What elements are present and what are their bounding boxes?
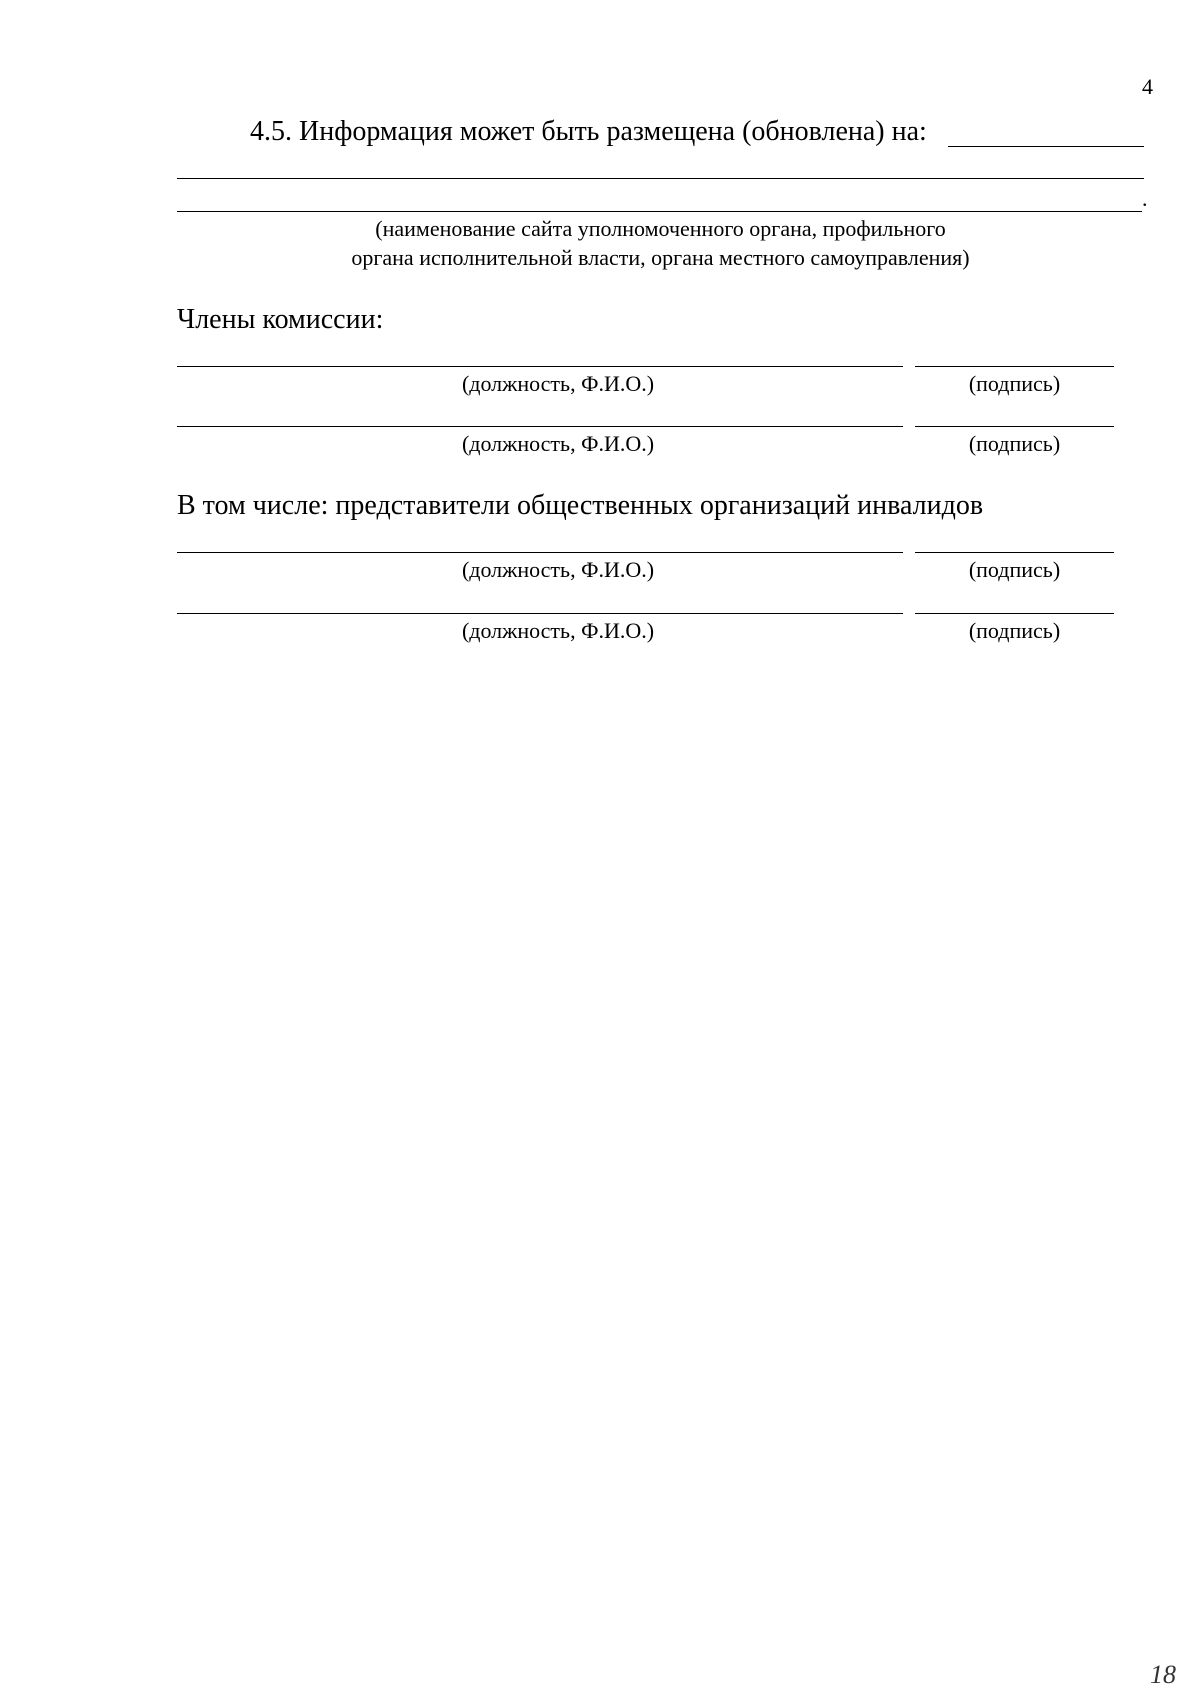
position-caption: (должность, Ф.И.О.) [461, 431, 655, 456]
signature-blank-line [915, 552, 1114, 553]
signature-caption: (подпись) [968, 431, 1061, 456]
clause-4-5-end-mark: . [1142, 186, 1148, 211]
signature-blank-line [915, 366, 1114, 367]
handwritten-sheet-number: 18 [1150, 1660, 1176, 1689]
clause-4-5-caption-line-1: (наименование сайта уполномоченного органа, профильного [375, 216, 946, 241]
clause-4-5-caption-line-2: органа исполнительной власти, органа местного самоуправления) [351, 245, 970, 270]
members-heading: Члены комиссии: [177, 304, 384, 335]
position-blank-line [177, 613, 903, 614]
position-blank-line [177, 552, 903, 553]
position-caption: (должность, Ф.И.О.) [461, 557, 655, 582]
signature-caption: (подпись) [968, 557, 1061, 582]
clause-4-5-inline-blank [948, 146, 1144, 147]
position-caption: (должность, Ф.И.О.) [461, 371, 655, 396]
clause-4-5-blank-line-2 [177, 211, 1142, 212]
signature-caption: (подпись) [968, 371, 1061, 396]
page-number: 4 [1142, 74, 1153, 99]
position-caption: (должность, Ф.И.О.) [461, 618, 655, 643]
representatives-heading: В том числе: представители общественных организаций инвалидов [177, 490, 984, 521]
clause-4-5-blank-line-1 [177, 178, 1144, 179]
signature-blank-line [915, 613, 1114, 614]
signature-blank-line [915, 426, 1114, 427]
position-blank-line [177, 366, 903, 367]
position-blank-line [177, 426, 903, 427]
signature-caption: (подпись) [968, 618, 1061, 643]
clause-4-5-text: 4.5. Информация может быть размещена (обновлена) на: [250, 116, 927, 147]
